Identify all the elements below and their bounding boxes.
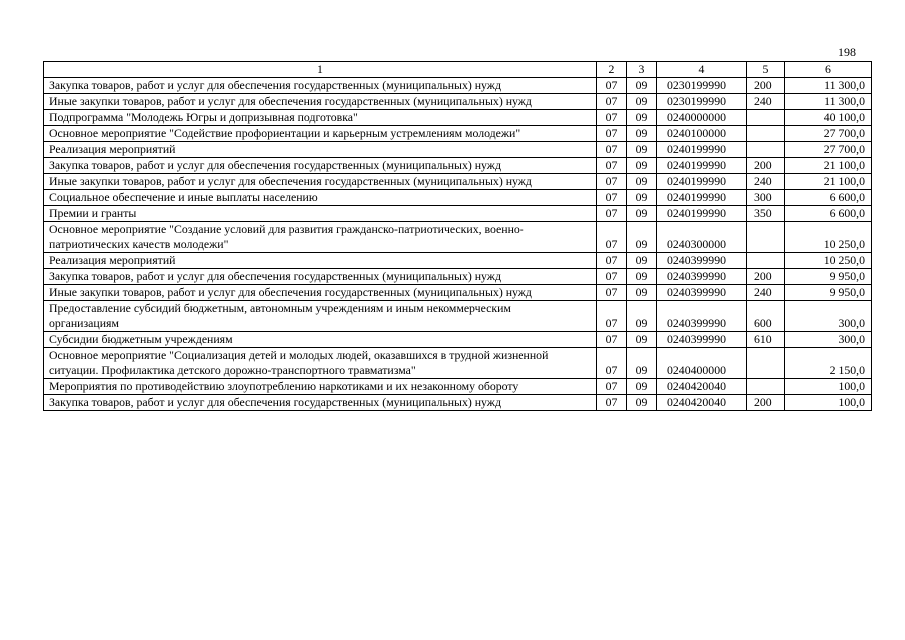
row-name: Реализация мероприятий	[44, 253, 597, 269]
table-row	[44, 222, 872, 253]
row-target-article: 0240400000	[657, 348, 747, 379]
row-section: 07	[597, 348, 627, 379]
row-name: Иные закупки товаров, работ и услуг для обеспечения государственных (муниципальных) нужд	[44, 94, 597, 110]
row-section: 07	[597, 158, 627, 174]
row-amount: 11 300,0	[785, 94, 872, 110]
row-target-article: 0240199990	[657, 158, 747, 174]
table-row	[44, 206, 872, 222]
row-section: 07	[597, 379, 627, 395]
row-amount: 6 600,0	[785, 206, 872, 222]
row-expense-type: 240	[747, 174, 785, 190]
row-subsection: 09	[627, 78, 657, 94]
row-name: Подпрограмма "Молодежь Югры и допризывная подготовка"	[44, 110, 597, 126]
row-target-article: 0240000000	[657, 110, 747, 126]
row-target-article: 0240199990	[657, 206, 747, 222]
row-expense-type: 200	[747, 269, 785, 285]
row-subsection: 09	[627, 142, 657, 158]
table-row	[44, 126, 872, 142]
row-target-article: 0240100000	[657, 126, 747, 142]
row-subsection: 09	[627, 206, 657, 222]
row-amount: 10 250,0	[785, 222, 872, 253]
row-expense-type: 350	[747, 206, 785, 222]
row-expense-type	[747, 379, 785, 395]
row-subsection: 09	[627, 174, 657, 190]
budget-table	[43, 61, 872, 411]
row-section: 07	[597, 126, 627, 142]
table-row	[44, 78, 872, 94]
row-name: Закупка товаров, работ и услуг для обеспечения государственных (муниципальных) нужд	[44, 395, 597, 411]
table-row	[44, 253, 872, 269]
row-section: 07	[597, 110, 627, 126]
row-target-article: 0240420040	[657, 395, 747, 411]
table-row	[44, 190, 872, 206]
row-name: Предоставление субсидий бюджетным, автономным учреждениям и иным некоммерческим организациям	[44, 301, 597, 332]
row-amount: 21 100,0	[785, 174, 872, 190]
row-amount: 300,0	[785, 301, 872, 332]
row-amount: 6 600,0	[785, 190, 872, 206]
column-header-5: 5	[747, 62, 785, 78]
row-target-article: 0240399990	[657, 285, 747, 301]
row-section: 07	[597, 332, 627, 348]
column-header-4: 4	[657, 62, 747, 78]
row-expense-type: 200	[747, 158, 785, 174]
row-amount: 100,0	[785, 379, 872, 395]
row-target-article: 0240399990	[657, 301, 747, 332]
row-target-article: 0240399990	[657, 332, 747, 348]
row-subsection: 09	[627, 332, 657, 348]
row-expense-type	[747, 142, 785, 158]
row-name: Закупка товаров, работ и услуг для обеспечения государственных (муниципальных) нужд	[44, 158, 597, 174]
table-row	[44, 285, 872, 301]
row-section: 07	[597, 301, 627, 332]
row-subsection: 09	[627, 285, 657, 301]
row-amount: 300,0	[785, 332, 872, 348]
row-name: Иные закупки товаров, работ и услуг для обеспечения государственных (муниципальных) нужд	[44, 285, 597, 301]
row-name: Закупка товаров, работ и услуг для обеспечения государственных (муниципальных) нужд	[44, 269, 597, 285]
row-name: Реализация мероприятий	[44, 142, 597, 158]
row-name: Основное мероприятие "Создание условий для развития гражданско-патриотических, военно-патриотических качеств молодежи"	[44, 222, 597, 253]
row-section: 07	[597, 285, 627, 301]
table-row	[44, 348, 872, 379]
row-target-article: 0240199990	[657, 190, 747, 206]
row-target-article: 0240399990	[657, 253, 747, 269]
row-amount: 21 100,0	[785, 158, 872, 174]
row-section: 07	[597, 94, 627, 110]
row-name: Основное мероприятие "Содействие профориентации и карьерным устремлениям молодежи"	[44, 126, 597, 142]
row-section: 07	[597, 174, 627, 190]
row-target-article: 0240300000	[657, 222, 747, 253]
row-amount: 27 700,0	[785, 142, 872, 158]
table-row	[44, 269, 872, 285]
row-expense-type	[747, 110, 785, 126]
row-section: 07	[597, 222, 627, 253]
row-expense-type: 200	[747, 395, 785, 411]
column-header-6: 6	[785, 62, 872, 78]
row-subsection: 09	[627, 253, 657, 269]
row-name: Иные закупки товаров, работ и услуг для обеспечения государственных (муниципальных) нужд	[44, 174, 597, 190]
row-subsection: 09	[627, 158, 657, 174]
table-row	[44, 110, 872, 126]
column-header-3: 3	[627, 62, 657, 78]
table-row	[44, 174, 872, 190]
table-row	[44, 395, 872, 411]
row-expense-type	[747, 222, 785, 253]
row-subsection: 09	[627, 94, 657, 110]
row-section: 07	[597, 269, 627, 285]
row-section: 07	[597, 142, 627, 158]
row-target-article: 0230199990	[657, 78, 747, 94]
table-row	[44, 158, 872, 174]
row-target-article: 0240199990	[657, 174, 747, 190]
row-subsection: 09	[627, 348, 657, 379]
page-number: 198	[838, 45, 856, 59]
row-section: 07	[597, 395, 627, 411]
row-amount: 27 700,0	[785, 126, 872, 142]
row-expense-type: 240	[747, 94, 785, 110]
row-amount: 9 950,0	[785, 269, 872, 285]
row-name: Основное мероприятие "Социализация детей и молодых людей, оказавшихся в трудной жизненной ситуации. Профилактика детского дорожно-транспортного травматизма"	[44, 348, 597, 379]
row-expense-type: 300	[747, 190, 785, 206]
row-name: Социальное обеспечение и иные выплаты населению	[44, 190, 597, 206]
row-expense-type	[747, 253, 785, 269]
row-subsection: 09	[627, 301, 657, 332]
row-target-article: 0230199990	[657, 94, 747, 110]
table-row	[44, 94, 872, 110]
table-row	[44, 142, 872, 158]
column-header-1: 1	[44, 62, 597, 78]
row-expense-type: 600	[747, 301, 785, 332]
row-target-article: 0240420040	[657, 379, 747, 395]
row-subsection: 09	[627, 395, 657, 411]
row-expense-type	[747, 126, 785, 142]
table-row	[44, 301, 872, 332]
table-row	[44, 379, 872, 395]
table-header-row	[44, 62, 872, 78]
row-target-article: 0240399990	[657, 269, 747, 285]
row-name: Субсидии бюджетным учреждениям	[44, 332, 597, 348]
row-expense-type	[747, 348, 785, 379]
row-name: Мероприятия по противодействию злоупотреблению наркотиками и их незаконному обороту	[44, 379, 597, 395]
row-amount: 11 300,0	[785, 78, 872, 94]
row-subsection: 09	[627, 379, 657, 395]
row-section: 07	[597, 253, 627, 269]
column-header-2: 2	[597, 62, 627, 78]
row-target-article: 0240199990	[657, 142, 747, 158]
row-name: Закупка товаров, работ и услуг для обеспечения государственных (муниципальных) нужд	[44, 78, 597, 94]
row-subsection: 09	[627, 269, 657, 285]
row-amount: 10 250,0	[785, 253, 872, 269]
row-amount: 40 100,0	[785, 110, 872, 126]
row-expense-type: 240	[747, 285, 785, 301]
row-section: 07	[597, 206, 627, 222]
row-amount: 9 950,0	[785, 285, 872, 301]
row-subsection: 09	[627, 126, 657, 142]
table-body	[44, 78, 872, 411]
row-section: 07	[597, 78, 627, 94]
row-amount: 2 150,0	[785, 348, 872, 379]
row-expense-type: 610	[747, 332, 785, 348]
row-section: 07	[597, 190, 627, 206]
row-subsection: 09	[627, 222, 657, 253]
table-row	[44, 332, 872, 348]
row-subsection: 09	[627, 190, 657, 206]
row-name: Премии и гранты	[44, 206, 597, 222]
row-amount: 100,0	[785, 395, 872, 411]
row-expense-type: 200	[747, 78, 785, 94]
row-subsection: 09	[627, 110, 657, 126]
